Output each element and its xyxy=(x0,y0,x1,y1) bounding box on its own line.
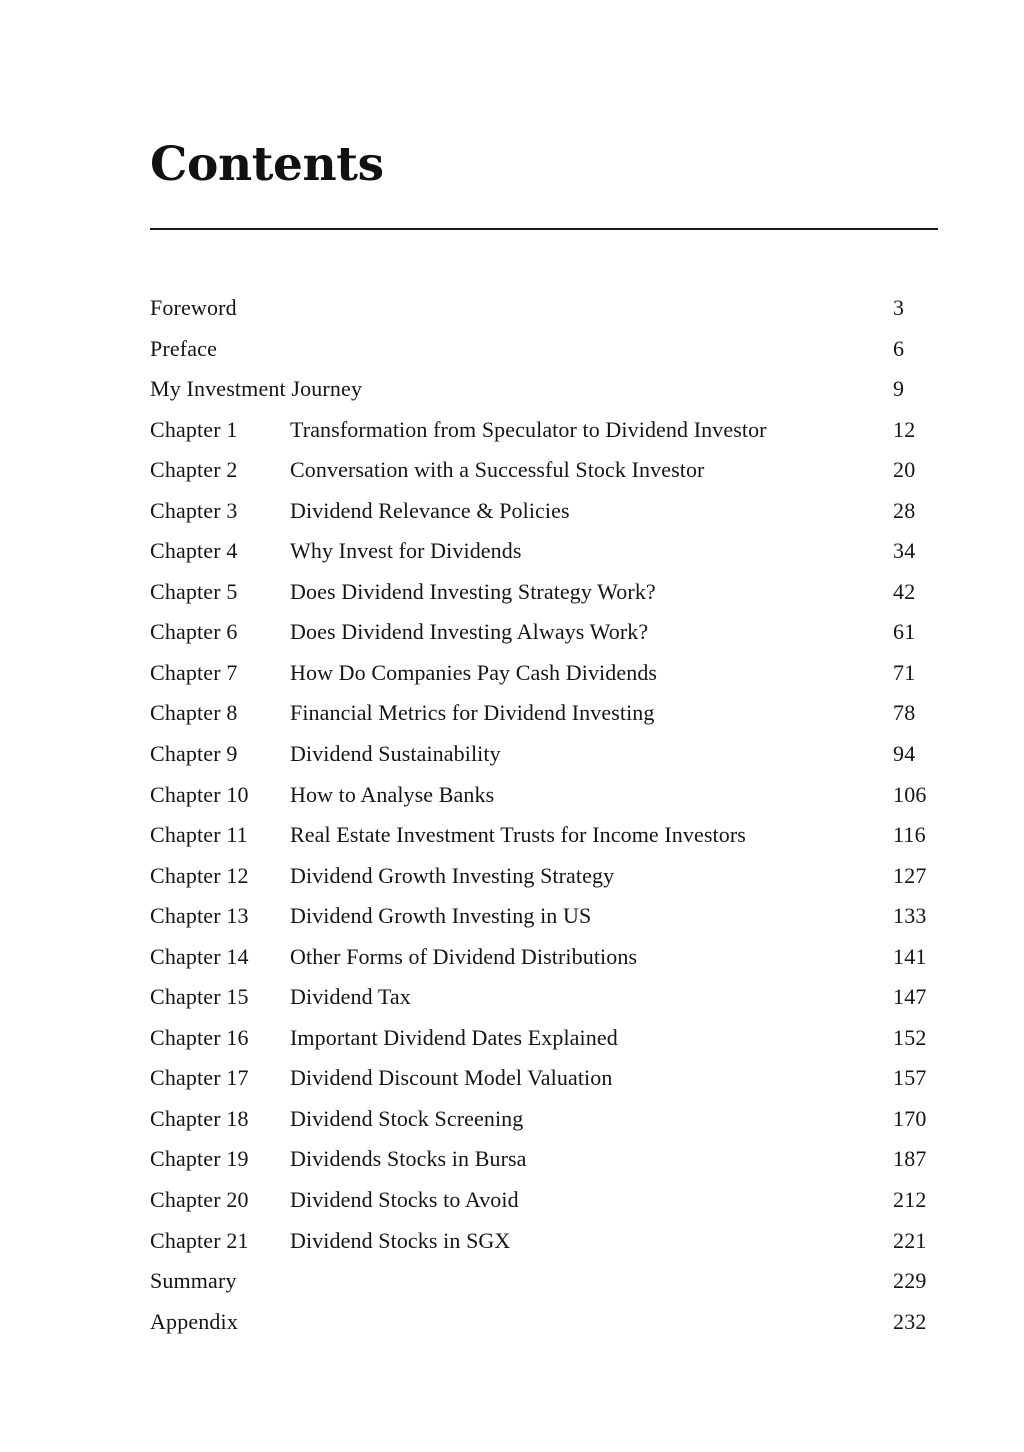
toc-entry-page-number: 3 xyxy=(893,295,905,320)
toc-entry[interactable] xyxy=(150,775,938,816)
toc-entry-label: My Investment Journey xyxy=(150,376,363,402)
toc-entry-title: Does Dividend Investing Strategy Work? xyxy=(290,578,656,604)
toc-entry-page-number: 147 xyxy=(893,984,927,1010)
toc-entry-page-number: 127 xyxy=(893,862,927,888)
toc-entry-page-number: 12 xyxy=(893,416,916,442)
toc-entry-label: Chapter 2 xyxy=(150,457,238,483)
toc-entry[interactable] xyxy=(150,329,938,370)
toc-entry-list xyxy=(150,288,938,1342)
toc-entry-label: Preface xyxy=(150,335,217,361)
toc-entry-title: Dividend Stock Screening xyxy=(290,1105,524,1131)
toc-entry[interactable] xyxy=(150,693,938,734)
toc-entry-label: Chapter 18 xyxy=(150,1105,249,1131)
toc-entry-label: Chapter 15 xyxy=(150,984,249,1010)
toc-entry-label: Chapter 13 xyxy=(150,903,249,929)
toc-entry-page-number: 28 xyxy=(893,497,916,523)
toc-entry-title: Dividend Growth Investing Strategy xyxy=(290,862,615,888)
toc-entry-page-number: 116 xyxy=(893,822,926,848)
toc-entry-title: Dividend Sustainability xyxy=(290,741,501,767)
toc-entry-label: Chapter 6 xyxy=(150,619,238,645)
toc-entry-title: Real Estate Investment Trusts for Income Investors xyxy=(290,822,746,848)
toc-entry[interactable] xyxy=(150,856,938,897)
toc-entry-label: Chapter 20 xyxy=(150,1187,249,1213)
toc-entry-label: Appendix xyxy=(150,1308,238,1334)
toc-entry-page-number: 9 xyxy=(893,376,905,402)
toc-entry-title: Important Dividend Dates Explained xyxy=(290,1024,618,1050)
toc-entry-title: Dividend Growth Investing in US xyxy=(290,903,592,929)
toc-entry[interactable] xyxy=(150,612,938,653)
toc-entry-page-number: 141 xyxy=(893,943,927,969)
toc-entry[interactable] xyxy=(150,937,938,978)
toc-entry-label: Chapter 19 xyxy=(150,1146,249,1172)
toc-entry-label: Chapter 7 xyxy=(150,659,238,685)
title-divider xyxy=(150,228,938,230)
toc-entry[interactable] xyxy=(150,572,938,613)
toc-entry-page-number: 94 xyxy=(893,741,916,767)
toc-entry[interactable] xyxy=(150,1099,938,1140)
toc-entry-title: Dividend Stocks in SGX xyxy=(290,1227,511,1253)
toc-entry-page-number: 157 xyxy=(893,1065,927,1091)
toc-entry[interactable] xyxy=(150,1261,938,1302)
toc-entry-title: How Do Companies Pay Cash Dividends xyxy=(290,659,658,685)
toc-entry-title: Transformation from Speculator to Dividend Investor xyxy=(290,416,767,442)
toc-entry[interactable] xyxy=(150,1058,938,1099)
toc-entry-label: Chapter 17 xyxy=(150,1065,249,1091)
toc-entry[interactable] xyxy=(150,1139,938,1180)
toc-entry[interactable] xyxy=(150,896,938,937)
toc-entry-title: Other Forms of Dividend Distributions xyxy=(290,943,638,969)
toc-entry-page-number: 20 xyxy=(893,457,916,483)
toc-entry[interactable] xyxy=(150,410,938,451)
toc-entry-page-number: 34 xyxy=(893,538,916,564)
toc-entry-page-number: 221 xyxy=(893,1227,927,1253)
toc-entry-title: Dividends Stocks in Bursa xyxy=(290,1146,527,1172)
toc-entry-label: Chapter 14 xyxy=(150,943,249,969)
toc-entry[interactable] xyxy=(150,531,938,572)
toc-entry-page-number: 152 xyxy=(893,1024,927,1050)
toc-entry-label: Chapter 1 xyxy=(150,416,238,442)
toc-entry[interactable] xyxy=(150,1180,938,1221)
toc-entry[interactable] xyxy=(150,369,938,410)
toc-entry-label: Chapter 8 xyxy=(150,700,238,726)
toc-entry-label: Chapter 11 xyxy=(150,822,248,848)
toc-entry[interactable] xyxy=(150,734,938,775)
toc-entry-page-number: 133 xyxy=(893,903,927,929)
toc-entry-title: Dividend Stocks to Avoid xyxy=(290,1187,519,1213)
toc-entry-title: Conversation with a Successful Stock Investor xyxy=(290,457,705,483)
toc-entry-page-number: 78 xyxy=(893,700,916,726)
toc-entry[interactable] xyxy=(150,288,938,329)
toc-entry-page-number: 71 xyxy=(893,659,916,685)
toc-entry-label: Chapter 10 xyxy=(150,781,249,807)
toc-entry-title: Does Dividend Investing Always Work? xyxy=(290,619,649,645)
toc-entry-label: Summary xyxy=(150,1268,237,1294)
toc-entry[interactable] xyxy=(150,815,938,856)
toc-entry[interactable] xyxy=(150,653,938,694)
toc-entry[interactable] xyxy=(150,1302,938,1343)
toc-entry-page-number: 229 xyxy=(893,1268,927,1294)
toc-entry-page-number: 61 xyxy=(893,619,916,645)
toc-entry-title: Dividend Relevance & Policies xyxy=(290,497,570,523)
toc-entry-label: Chapter 5 xyxy=(150,578,238,604)
toc-entry-page-number: 106 xyxy=(893,781,927,807)
toc-entry-label: Chapter 3 xyxy=(150,497,238,523)
toc-entry[interactable] xyxy=(150,1018,938,1059)
toc-entry-title: Why Invest for Dividends xyxy=(290,538,522,564)
toc-entry[interactable] xyxy=(150,977,938,1018)
toc-entry[interactable] xyxy=(150,450,938,491)
toc-entry-page-number: 6 xyxy=(893,335,905,361)
toc-entry[interactable] xyxy=(150,1221,938,1262)
toc-entry-page-number: 187 xyxy=(893,1146,927,1172)
toc-entry-title: How to Analyse Banks xyxy=(290,781,495,807)
toc-entry-label: Chapter 4 xyxy=(150,538,238,564)
toc-entry-page-number: 170 xyxy=(893,1105,927,1131)
toc-entry-page-number: 232 xyxy=(893,1308,927,1334)
toc-entry-title: Dividend Discount Model Valuation xyxy=(290,1065,613,1091)
toc-entry-title: Financial Metrics for Dividend Investing xyxy=(290,700,655,726)
toc-entry-label: Chapter 9 xyxy=(150,741,238,767)
toc-entry-title: Dividend Tax xyxy=(290,984,411,1010)
toc-entry-label: Chapter 21 xyxy=(150,1227,249,1253)
page-title: Contents xyxy=(150,137,384,192)
toc-entry-label: Foreword xyxy=(150,295,237,320)
toc-entry-label: Chapter 16 xyxy=(150,1024,249,1050)
toc-entry-page-number: 212 xyxy=(893,1187,927,1213)
toc-entry[interactable] xyxy=(150,491,938,532)
toc-entry-page-number: 42 xyxy=(893,578,916,604)
toc-entry-label: Chapter 12 xyxy=(150,862,249,888)
